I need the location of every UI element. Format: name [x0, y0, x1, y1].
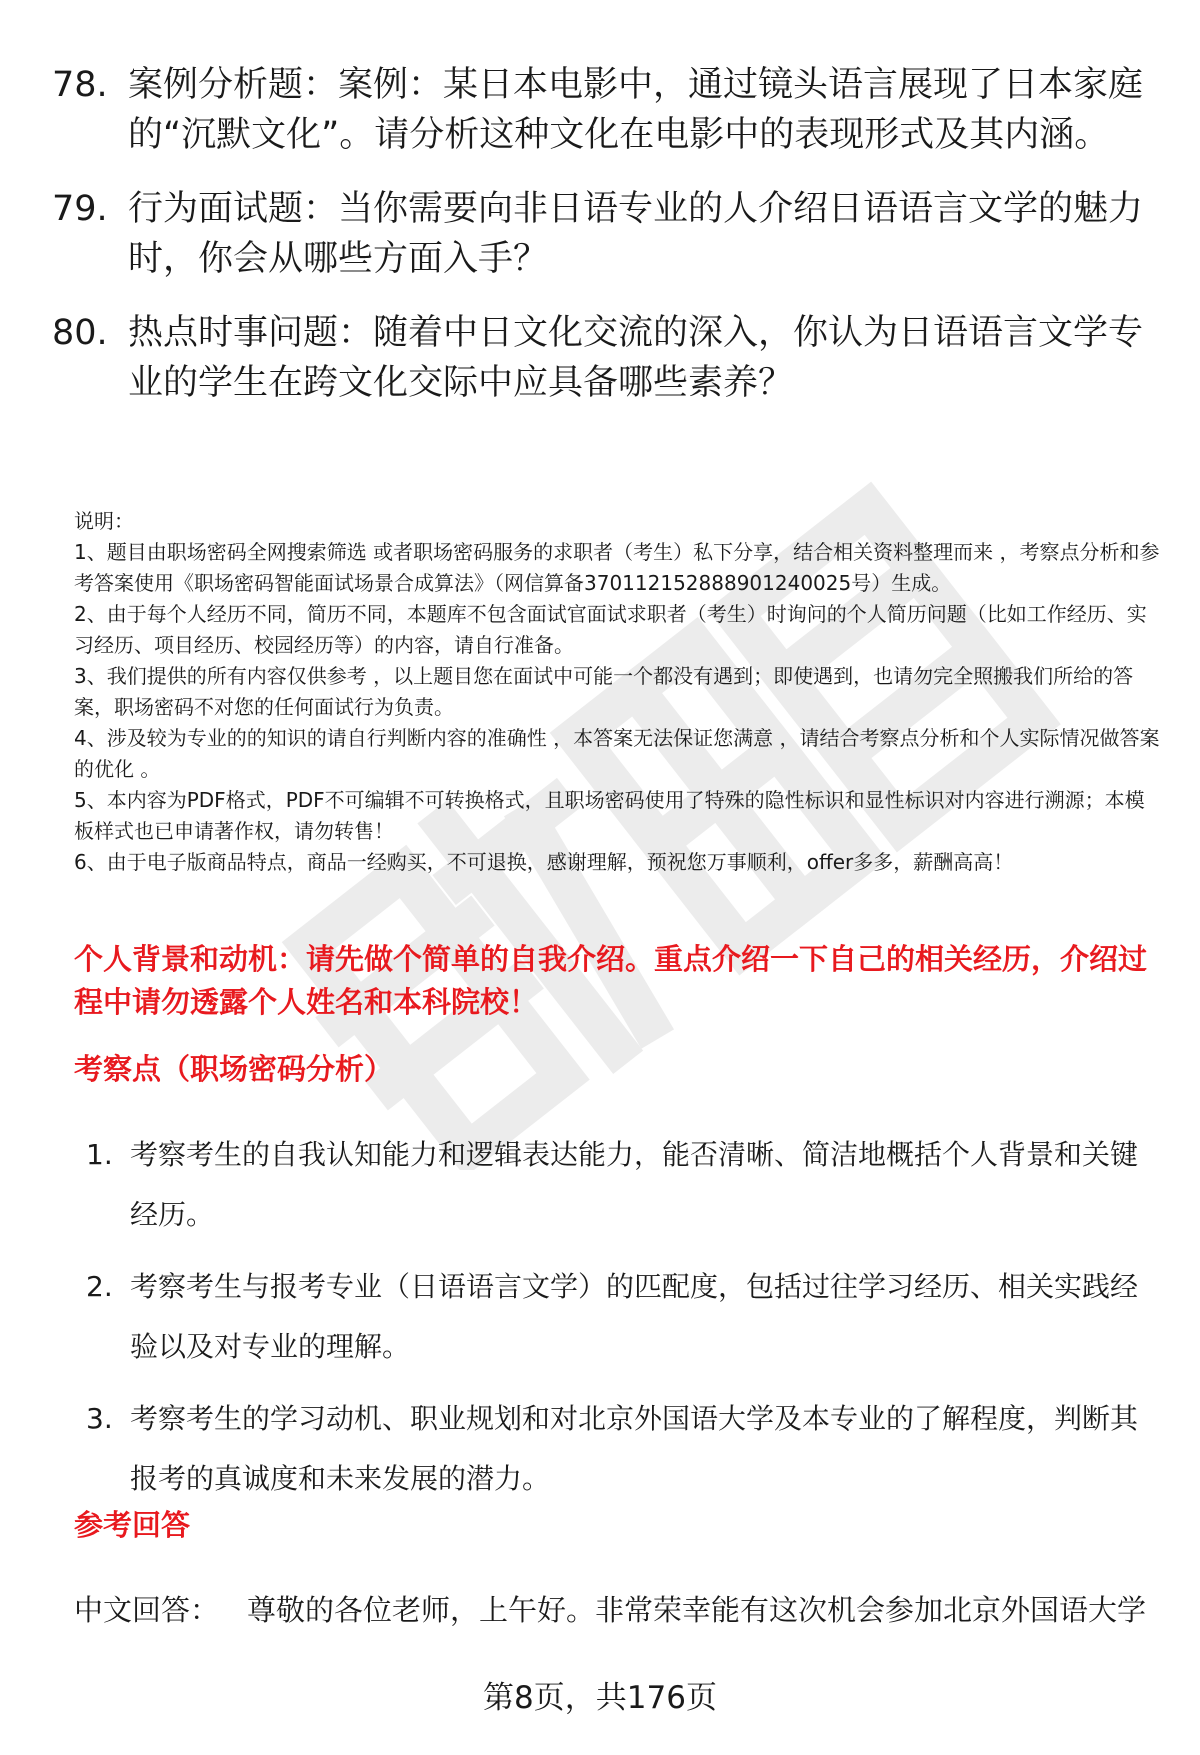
disclaimer-notes — [74, 506, 1162, 878]
analysis-item — [86, 1389, 1162, 1509]
question-number: 78. — [52, 65, 108, 105]
analysis-text: 考察考生与报考专业（日语语言文学）的匹配度，包括过往学习经历、相关实践经验以及对专业的理解。 — [130, 1270, 1139, 1363]
analysis-text: 考察考生的学习动机、职业规划和对北京外国语大学及本专业的了解程度，判断其报考的真诚度和未来发展的潜力。 — [130, 1402, 1139, 1495]
answer-label: 中文回答： — [74, 1593, 220, 1627]
analysis-text: 考察考生的自我认知能力和逻辑表达能力，能否清晰、简洁地概括个人背景和关键经历。 — [130, 1138, 1139, 1231]
analysis-item — [86, 1125, 1162, 1245]
analysis-heading: 考察点（职场密码分析） — [74, 1052, 394, 1086]
question-item — [52, 60, 1162, 160]
note-item: 2、由于每个人经历不同，简历不同，本题库不包含面试官面试求职者（考生）时询问的个人简历问题（比如工作经历、实习经历、项目经历、校园经历等）的内容，请自行准备。 — [74, 602, 1147, 657]
answer-text: 尊敬的各位老师，上午好。非常荣幸能有这次机会参加北京外国语大学 — [247, 1593, 1147, 1627]
note-item: 1、题目由职场密码全网搜索筛选 或者职场密码服务的求职者（考生）私下分享，结合相关资料整理而来 ，考察点分析和参考答案使用《职场密码智能面试场景合成算法》（网信算备370112152888901240025号）生成。 — [74, 540, 1160, 595]
question-text: 案例分析题：案例：某日本电影中，通过镜头语言展现了日本家庭的“沉默文化”。请分析这种文化在电影中的表现形式及其内涵。 — [128, 65, 1144, 155]
note-item: 3、我们提供的所有内容仅供参考 ，以上题目您在面试中可能一个都没有遇到；即使遇到，也请勿完全照搬我们所给的答案，职场密码不对您的任何面试行为负责。 — [74, 664, 1134, 719]
question-number: 79. — [52, 189, 108, 229]
intro-question: 个人背景和动机：请先做个简单的自我介绍。重点介绍一下自己的相关经历，介绍过程中请勿透露个人姓名和本科院校！ — [74, 942, 1148, 1019]
analysis-number: 3. — [86, 1402, 113, 1435]
note-item: 6、由于电子版商品特点，商品一经购买，不可退换，感谢理解，预祝您万事顺利，offer多多，薪酬高高！ — [74, 850, 1014, 874]
question-text: 行为面试题：当你需要向非日语专业的人介绍日语语言文学的魅力时，你会从哪些方面入手？ — [128, 189, 1144, 279]
analysis-number: 1. — [86, 1138, 113, 1171]
question-item — [52, 184, 1162, 284]
note-item: 5、本内容为PDF格式，PDF不可编辑不可转换格式，且职场密码使用了特殊的隐性标识和显性标识对内容进行溯源；本模板样式也已申请著作权，请勿转售！ — [74, 788, 1145, 843]
note-item: 4、涉及较为专业的的知识的请自行判断内容的准确性 ，本答案无法保证您满意 ，请结合考察点分析和个人实际情况做答案的优化 。 — [74, 726, 1160, 781]
notes-title: 说明： — [74, 509, 134, 533]
question-item — [52, 308, 1162, 408]
question-text: 热点时事问题：随着中日文化交流的深入，你认为日语语言文学专业的学生在跨文化交际中应具备哪些素养？ — [128, 313, 1144, 403]
analysis-number: 2. — [86, 1270, 113, 1303]
page-footer: 第8页，共176页 — [483, 1680, 717, 1716]
analysis-list — [86, 1125, 1162, 1521]
question-list — [52, 60, 1162, 432]
answer-heading: 参考回答 — [74, 1508, 191, 1542]
analysis-item — [86, 1257, 1162, 1377]
answer-paragraph — [74, 1588, 1174, 1632]
question-number: 80. — [52, 313, 108, 353]
